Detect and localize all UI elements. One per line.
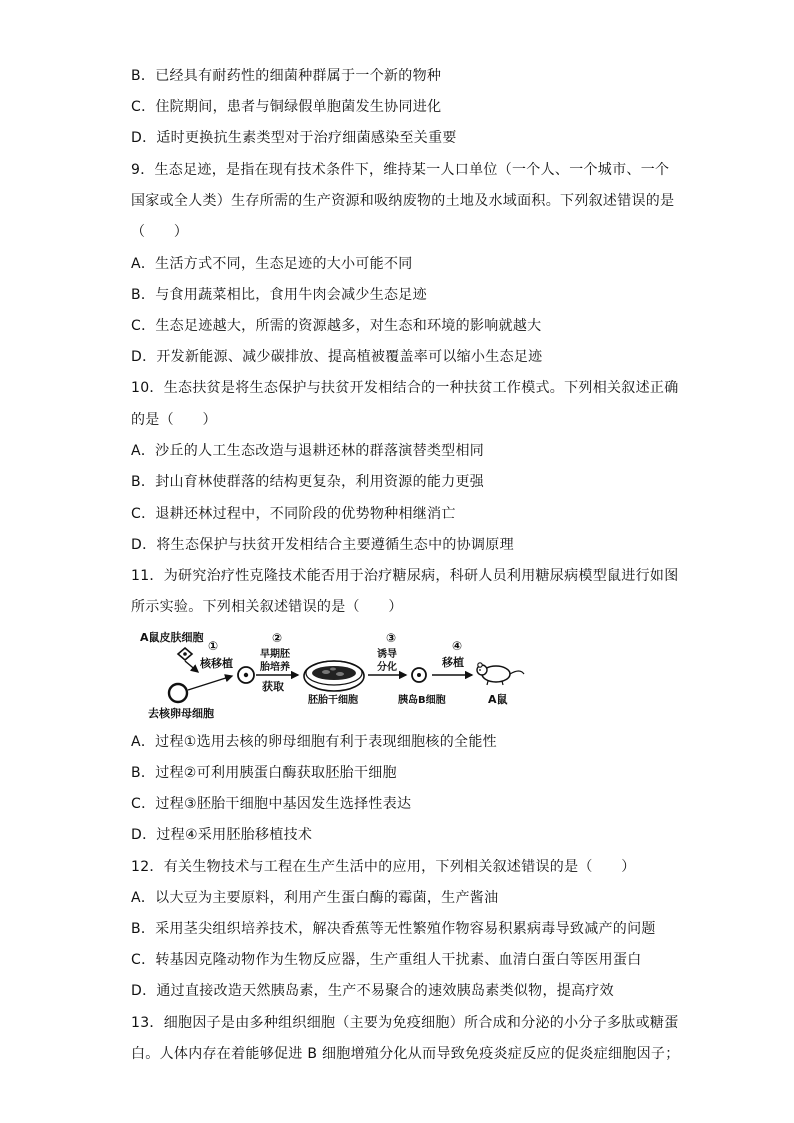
step-3-label: 分化 <box>377 662 397 673</box>
cloning-process-diagram <box>140 628 540 720</box>
step-2-label: 胎培养 <box>260 662 290 673</box>
petri-dish-icon <box>304 661 364 691</box>
step-3-label: 诱导 <box>377 649 397 660</box>
a-mouse-label: A鼠 <box>488 693 508 706</box>
option-line: B．与食用蔬菜相比，食用牛肉会减少生态足迹 <box>131 287 427 303</box>
question-13: 13．细胞因子是由多种组织细胞（主要为免疫细胞）所合成和分泌的小分子多肽或糖蛋 <box>131 1015 679 1031</box>
option-line: C．退耕还林过程中，不同阶段的优势物种相继消亡 <box>131 506 456 522</box>
option-line: A．以大豆为主要原料，利用产生蛋白酶的霉菌，生产酱油 <box>131 890 499 906</box>
skin-cell-icon <box>178 648 192 660</box>
step-4-marker: ④ <box>452 639 463 653</box>
option-line: B．过程②可利用胰蛋白酶获取胚胎干细胞 <box>131 765 397 781</box>
option-line: C．转基因克隆动物作为生物反应器，生产重组人干扰素、血清白蛋白等医用蛋白 <box>131 952 642 968</box>
step-1-marker: ① <box>208 639 219 653</box>
option-line: A．生活方式不同，生态足迹的大小可能不同 <box>131 256 413 272</box>
question-9: 9．生态足迹，是指在现有技术条件下，维持某一人口单位（一个人、一个城市、一个 <box>131 162 670 178</box>
option-line: C．过程③胚胎干细胞中基因发生选择性表达 <box>131 796 412 812</box>
option-line: D．适时更换抗生素类型对于治疗细菌感染至关重要 <box>131 130 457 146</box>
mouse-icon <box>477 663 524 685</box>
question-11-cont: 所示实验。下列相关叙述错误的是（ ） <box>131 599 403 615</box>
question-12: 12．有关生物技术与工程在生产生活中的应用，下列相关叙述错误的是（ ） <box>131 859 636 875</box>
option-line: D．过程④采用胚胎移植技术 <box>131 827 313 843</box>
islet-b-cell-icon <box>412 668 426 682</box>
option-line: D．开发新能源、减少碳排放、提高植被覆盖率可以缩小生态足迹 <box>131 349 543 365</box>
enucleated-oocyte-icon <box>169 684 187 702</box>
step-1-label: 核移植 <box>200 657 233 670</box>
question-10: 10．生态扶贫是将生态保护与扶贫开发相结合的一种扶贫工作模式。下列相关叙述正确 <box>131 380 679 396</box>
enucleated-oocyte-label: 去核卵母细胞 <box>148 707 214 720</box>
question-11: 11．为研究治疗性克隆技术能否用于治疗糖尿病，科研人员利用糖尿病模型鼠进行如图 <box>131 568 679 584</box>
option-line: B．采用茎尖组织培养技术，解决香蕉等无性繁殖作物容易积累病毒导致减产的问题 <box>131 921 656 937</box>
question-13-cont: 白。人体内存在着能够促进 B 细胞增殖分化从而导致免疫炎症反应的促炎症细胞因子； <box>131 1046 680 1062</box>
answer-blank: （ ） <box>131 224 189 240</box>
step-3-marker: ③ <box>386 631 397 645</box>
a-skin-cell-label: A鼠皮肤细胞 <box>140 631 204 644</box>
islet-b-cell-label: 胰岛B细胞 <box>398 695 446 706</box>
question-9-cont: 国家或全人类）生存所需的生产资源和吸纳废物的土地及水域面积。下列叙述错误的是 <box>131 193 675 209</box>
question-10-cont: 的是（ ） <box>131 412 217 428</box>
step-4-label: 移植 <box>442 656 464 669</box>
option-line: D．将生态保护与扶贫开发相结合主要遵循生态中的协调原理 <box>131 537 514 553</box>
reconstructed-cell-icon <box>238 667 254 683</box>
option-line: C．生态足迹越大，所需的资源越多，对生态和环境的影响就越大 <box>131 318 542 334</box>
option-line: B．已经具有耐药性的细菌种群属于一个新的物种 <box>131 68 442 84</box>
option-line: D．通过直接改造天然胰岛素，生产不易聚合的速效胰岛素类似物，提高疗效 <box>131 983 614 999</box>
option-line: B．封山育林使群落的结构更复杂，利用资源的能力更强 <box>131 474 485 490</box>
option-line: A．沙丘的人工生态改造与退耕还林的群落演替类型相同 <box>131 443 485 459</box>
step-2-label: 早期胚 <box>260 649 290 660</box>
es-cell-label: 胚胎干细胞 <box>308 695 358 706</box>
step-2-marker: ② <box>272 631 283 645</box>
step-2-label: 获取 <box>262 680 284 693</box>
option-line: C．住院期间，患者与铜绿假单胞菌发生协同进化 <box>131 99 442 115</box>
option-line: A．过程①选用去核的卵母细胞有利于表现细胞核的全能性 <box>131 734 497 750</box>
